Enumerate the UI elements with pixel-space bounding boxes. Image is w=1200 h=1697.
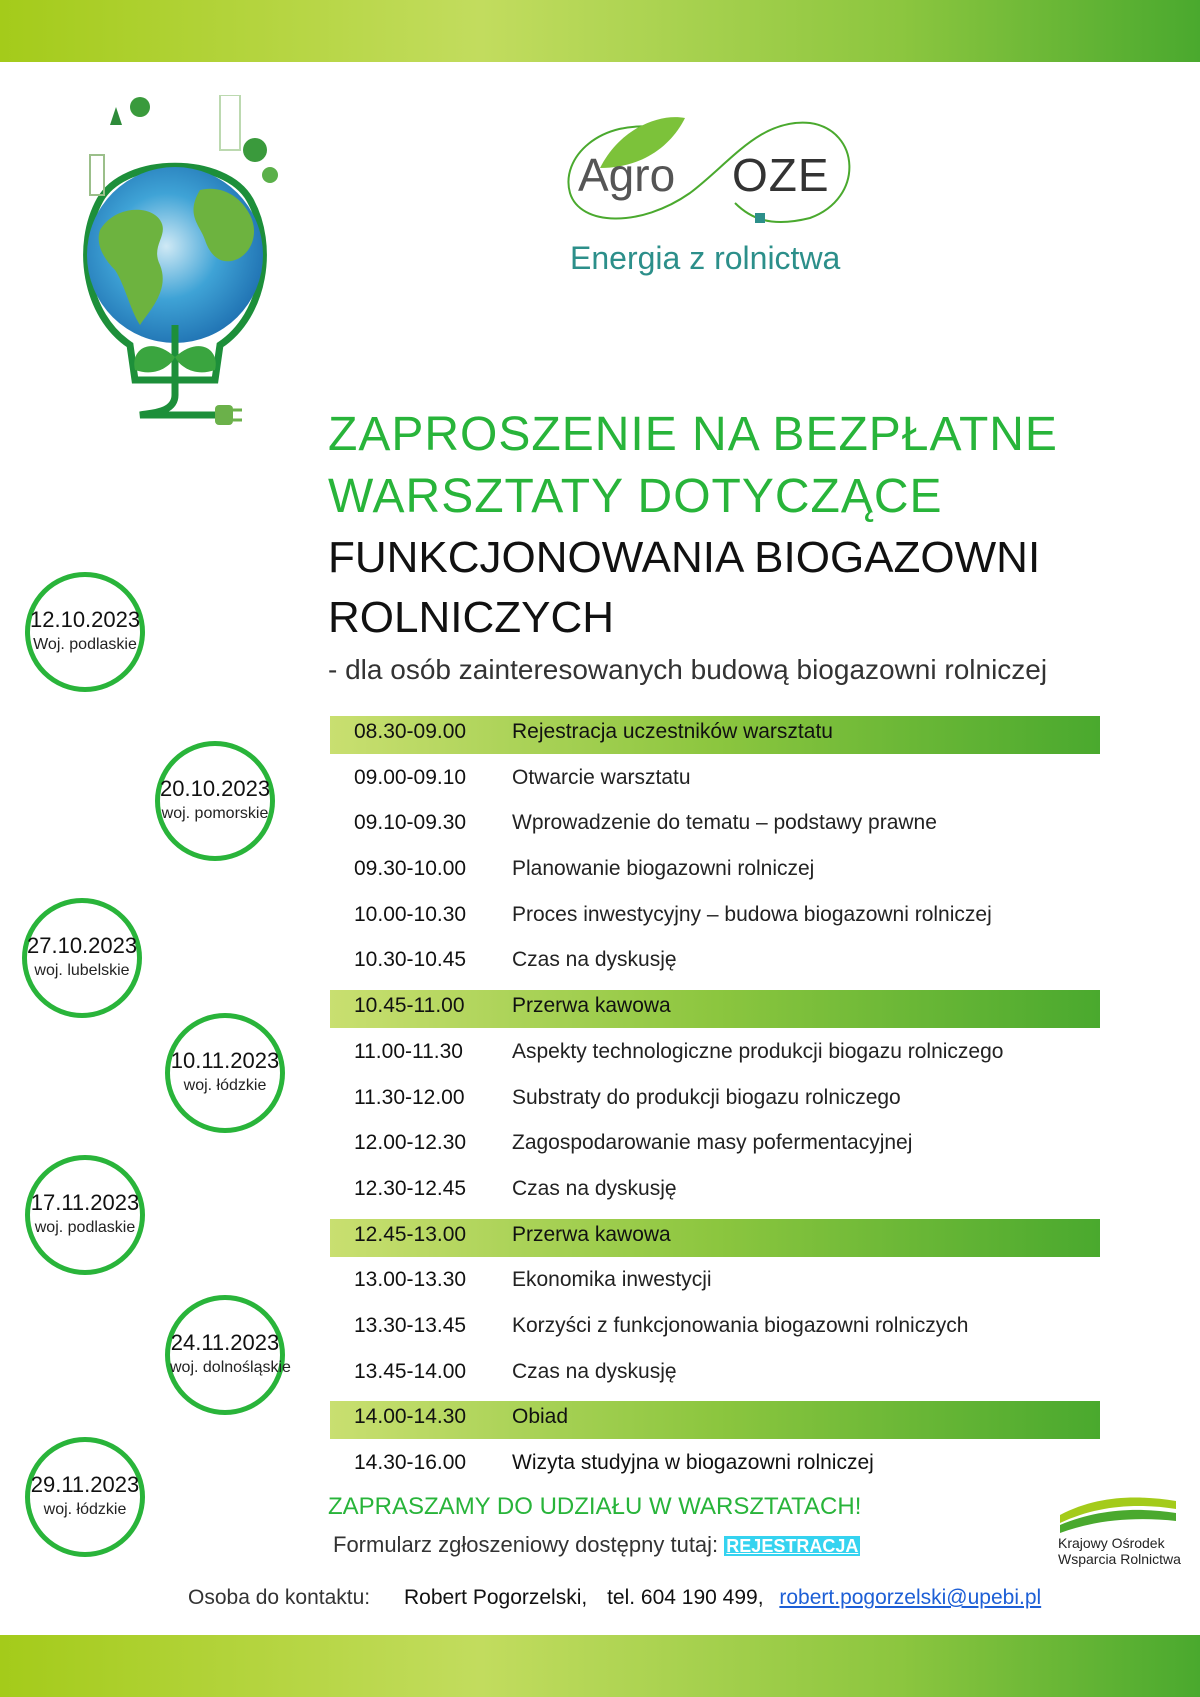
schedule-time: 11.00-11.30 [354,1039,463,1063]
schedule-activity: Aspekty technologiczne produkcji biogazu rolniczego [512,1039,1004,1063]
workshop-date: 10.11.2023 [170,1048,280,1073]
schedule-row [330,1169,1100,1215]
registration-line [333,1532,860,1558]
schedule-activity: Otwarcie warsztatu [512,765,691,789]
schedule-time: 09.30-10.00 [354,857,467,881]
contact-line [188,1586,1041,1610]
schedule-row [330,849,1100,895]
schedule-time: 13.45-14.00 [354,1359,467,1383]
date-circle [25,572,145,692]
workshop-region: woj. lubelskie [34,962,130,979]
schedule-time: 14.30-16.00 [354,1451,467,1474]
top-decorative-band [0,0,1200,62]
schedule-time: 12.00-12.30 [354,1131,467,1155]
schedule-row [330,1260,1100,1306]
schedule-row [330,1443,1100,1489]
logo-oze-text: OZE [732,149,830,201]
schedule-row-highlight [330,1219,1100,1257]
schedule-row-highlight [330,990,1100,1028]
heading-line-1: ZAPROSZENIE NA BEZPŁATNE [328,408,1058,461]
bottom-decorative-band [0,1635,1200,1697]
schedule-time: 13.00-13.30 [354,1268,467,1292]
schedule-activity: Czas na dyskusję [512,1359,677,1383]
schedule-activity: Planowanie biogazowni rolniczej [512,857,815,881]
schedule-row-highlight [330,716,1100,754]
schedule-row [330,758,1100,804]
schedule-activity: Czas na dyskusję [512,1176,677,1200]
workshop-region: woj. podlaskie [34,1219,136,1236]
date-circle [25,1437,145,1557]
schedule-row [330,1123,1100,1169]
schedule-row-highlight [330,1401,1100,1439]
contact-phone: tel. 604 190 499, [607,1586,764,1609]
schedule-row [330,1306,1100,1352]
logo-agro-text: Agro [578,149,676,201]
schedule-time: 10.45-11.00 [354,994,465,1018]
kowr-line-1: Krajowy Ośrodek [1058,1535,1165,1551]
registration-text: Formularz zgłoszeniowy dostępny tutaj: [333,1532,719,1557]
schedule-row [330,895,1100,941]
schedule-row [330,1078,1100,1124]
page-heading [328,404,1168,690]
schedule-row [330,940,1100,986]
workshop-region: woj. dolnośląskie [170,1359,291,1376]
workshop-region: Woj. podlaskie [33,636,137,653]
heading-line-4: ROLNICZYCH [328,593,615,642]
date-circle [25,1155,145,1275]
globe-lightbulb-illustration [70,95,280,455]
schedule-activity: Przerwa kawowa [512,994,671,1018]
schedule-activity: Obiad [512,1405,569,1429]
schedule-activity: Rejestracja uczestników warsztatu [512,720,833,743]
heading-line-2: WARSZTATY DOTYCZĄCE [328,470,943,523]
schedule-time: 12.45-13.00 [354,1222,467,1246]
schedule-row [330,1352,1100,1398]
schedule-time: 11.30-12.00 [354,1085,465,1109]
workshop-region: woj. łódzkie [183,1077,267,1094]
heading-subtitle: - dla osób zainteresowanych budową biogazowni rolniczej [328,654,1048,685]
workshop-date: 27.10.2023 [27,933,138,958]
workshop-region: woj. pomorskie [161,805,269,822]
schedule-activity: Wprowadzenie do tematu – podstawy prawne [512,811,937,835]
workshop-date: 20.10.2023 [160,776,271,801]
kowr-line-2: Wsparcia Rolnictwa [1058,1551,1181,1567]
schedule-time: 10.30-10.45 [354,948,467,972]
schedule-time: 10.00-10.30 [354,902,467,926]
contact-name: Robert Pogorzelski, [403,1586,588,1609]
schedule-activity: Substraty do produkcji biogazu rolniczego [512,1085,901,1109]
date-circle [155,741,275,861]
heading-line-3: FUNKCJONOWANIA BIOGAZOWNI [328,533,1041,582]
date-circle [165,1295,291,1415]
contact-email-link[interactable]: robert.pogorzelski@upebi.pl [779,1586,1042,1609]
schedule-row [330,1032,1100,1078]
schedule-time: 14.00-14.30 [354,1405,467,1429]
date-circle [165,1013,285,1133]
schedule-activity: Korzyści z funkcjonowania biogazowni rolniczych [512,1313,969,1337]
agro-oze-logo [560,108,870,293]
call-to-action: ZAPRASZAMY DO UDZIAŁU W WARSZTATACH! [328,1493,862,1520]
schedule-activity: Ekonomika inwestycji [512,1268,712,1292]
date-circle [22,898,142,1018]
workshop-region: woj. łódzkie [43,1501,127,1518]
schedule-time: 12.30-12.45 [354,1176,467,1200]
workshop-date: 24.11.2023 [170,1330,280,1355]
workshop-schedule [330,712,1100,1489]
schedule-time: 13.30-13.45 [354,1313,467,1337]
schedule-activity: Proces inwestycyjny – budowa biogazowni rolniczej [512,902,992,926]
contact-label: Osoba do kontaktu: [188,1586,371,1609]
schedule-time: 09.00-09.10 [354,765,467,789]
registration-link[interactable]: REJESTRACJA [726,1536,859,1556]
workshop-date: 12.10.2023 [30,607,141,632]
schedule-activity: Zagospodarowanie masy pofermentacyjnej [512,1131,913,1155]
workshop-date: 29.11.2023 [30,1472,140,1497]
workshop-date: 17.11.2023 [30,1190,140,1215]
kowr-logo [1058,1495,1181,1567]
kowr-emblem-icon [1058,1495,1178,1533]
logo-tagline: Energia z rolnictwa [570,240,841,276]
schedule-activity: Przerwa kawowa [512,1222,671,1246]
schedule-activity: Wizyta studyjna w biogazowni rolniczej [512,1451,874,1474]
schedule-row [330,803,1100,849]
schedule-time: 09.10-09.30 [354,811,467,835]
schedule-activity: Czas na dyskusję [512,948,677,972]
schedule-time: 08.30-09.00 [354,720,467,743]
